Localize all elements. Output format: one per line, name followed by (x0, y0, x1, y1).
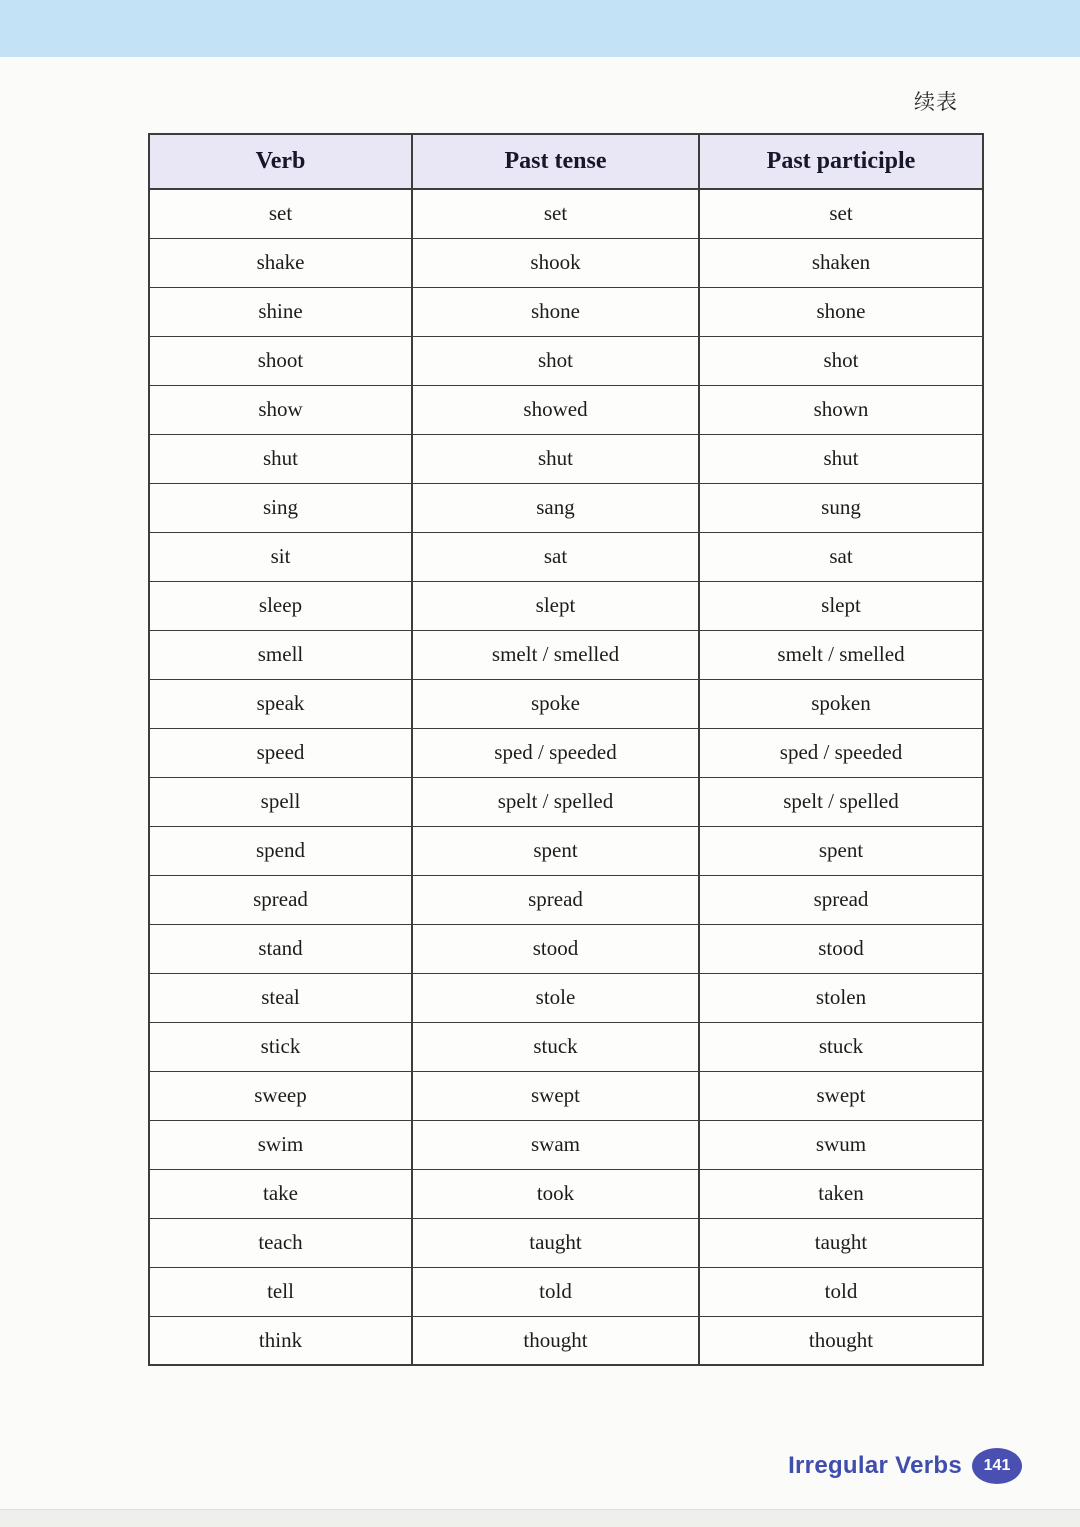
table-cell: slept (699, 581, 983, 630)
table-cell: shone (699, 287, 983, 336)
table-cell: sleep (149, 581, 412, 630)
table-cell: shook (412, 238, 699, 287)
table-cell: took (412, 1169, 699, 1218)
table-cell: shot (699, 336, 983, 385)
table-cell: spend (149, 826, 412, 875)
table-cell: show (149, 385, 412, 434)
table-cell: spelt / spelled (412, 777, 699, 826)
table-cell: shoot (149, 336, 412, 385)
table-row (149, 1120, 983, 1169)
table-cell: spread (699, 875, 983, 924)
table-cell: spread (149, 875, 412, 924)
table-cell: stood (412, 924, 699, 973)
table-cell: speak (149, 679, 412, 728)
column-header-past-participle: Past participle (699, 134, 983, 189)
table-row (149, 287, 983, 336)
table-cell: steal (149, 973, 412, 1022)
table-cell: take (149, 1169, 412, 1218)
table-row (149, 1316, 983, 1365)
table-row (149, 434, 983, 483)
table-cell: swam (412, 1120, 699, 1169)
table-row (149, 1169, 983, 1218)
column-header-past-tense: Past tense (412, 134, 699, 189)
table-cell: sing (149, 483, 412, 532)
table-row (149, 1022, 983, 1071)
table-cell: stuck (699, 1022, 983, 1071)
table-cell: swept (699, 1071, 983, 1120)
table-cell: spent (412, 826, 699, 875)
table-cell: spread (412, 875, 699, 924)
table-row (149, 630, 983, 679)
table-row (149, 875, 983, 924)
table-cell: shot (412, 336, 699, 385)
page-footer (788, 1448, 1022, 1484)
table-cell: speed (149, 728, 412, 777)
table-row (149, 973, 983, 1022)
table-row (149, 483, 983, 532)
table-cell: set (699, 189, 983, 238)
table-row (149, 826, 983, 875)
table-cell: stand (149, 924, 412, 973)
table-cell: set (149, 189, 412, 238)
page-number-badge: 141 (972, 1448, 1022, 1484)
table-cell: stole (412, 973, 699, 1022)
table-cell: shut (149, 434, 412, 483)
table-cell: sped / speeded (699, 728, 983, 777)
table-cell: tell (149, 1267, 412, 1316)
table-cell: shown (699, 385, 983, 434)
table-cell: sat (699, 532, 983, 581)
table-cell: shine (149, 287, 412, 336)
table-row (149, 924, 983, 973)
table-cell: smelt / smelled (412, 630, 699, 679)
table-header-row (149, 134, 983, 189)
table-cell: shone (412, 287, 699, 336)
table-cell: swum (699, 1120, 983, 1169)
table-cell: sung (699, 483, 983, 532)
table-cell: spelt / spelled (699, 777, 983, 826)
table-row (149, 336, 983, 385)
table-cell: showed (412, 385, 699, 434)
table-cell: spent (699, 826, 983, 875)
table-cell: spoke (412, 679, 699, 728)
table-cell: spell (149, 777, 412, 826)
table-row (149, 532, 983, 581)
table-cell: thought (412, 1316, 699, 1365)
table-cell: slept (412, 581, 699, 630)
table-cell: sweep (149, 1071, 412, 1120)
table-cell: smell (149, 630, 412, 679)
table-cell: think (149, 1316, 412, 1365)
table-row (149, 728, 983, 777)
table-row (149, 679, 983, 728)
table-row (149, 1071, 983, 1120)
table-cell: shake (149, 238, 412, 287)
irregular-verbs-table (148, 133, 984, 1366)
continued-table-label: 续表 (914, 90, 958, 114)
table-row (149, 777, 983, 826)
table-cell: stolen (699, 973, 983, 1022)
table-cell: taught (412, 1218, 699, 1267)
table-cell: spoken (699, 679, 983, 728)
table-cell: swept (412, 1071, 699, 1120)
table-cell: shut (412, 434, 699, 483)
table-cell: shut (699, 434, 983, 483)
table-cell: thought (699, 1316, 983, 1365)
table-cell: set (412, 189, 699, 238)
table-row (149, 385, 983, 434)
table-body (149, 189, 983, 1365)
top-decoration-bar (0, 0, 1080, 57)
table-cell: taken (699, 1169, 983, 1218)
table-cell: sit (149, 532, 412, 581)
table-cell: stick (149, 1022, 412, 1071)
table-cell: smelt / smelled (699, 630, 983, 679)
table-cell: stood (699, 924, 983, 973)
table-row (149, 1218, 983, 1267)
table-cell: sang (412, 483, 699, 532)
footer-section-label: Irregular Verbs (788, 1452, 962, 1479)
table-cell: shaken (699, 238, 983, 287)
table-cell: told (699, 1267, 983, 1316)
table-cell: swim (149, 1120, 412, 1169)
table-cell: taught (699, 1218, 983, 1267)
table-row (149, 238, 983, 287)
table-cell: stuck (412, 1022, 699, 1071)
page-bottom-edge (0, 1509, 1080, 1527)
table-row (149, 1267, 983, 1316)
table-row (149, 189, 983, 238)
column-header-verb: Verb (149, 134, 412, 189)
table-row (149, 581, 983, 630)
table-cell: sat (412, 532, 699, 581)
table-cell: told (412, 1267, 699, 1316)
table-cell: sped / speeded (412, 728, 699, 777)
table-cell: teach (149, 1218, 412, 1267)
